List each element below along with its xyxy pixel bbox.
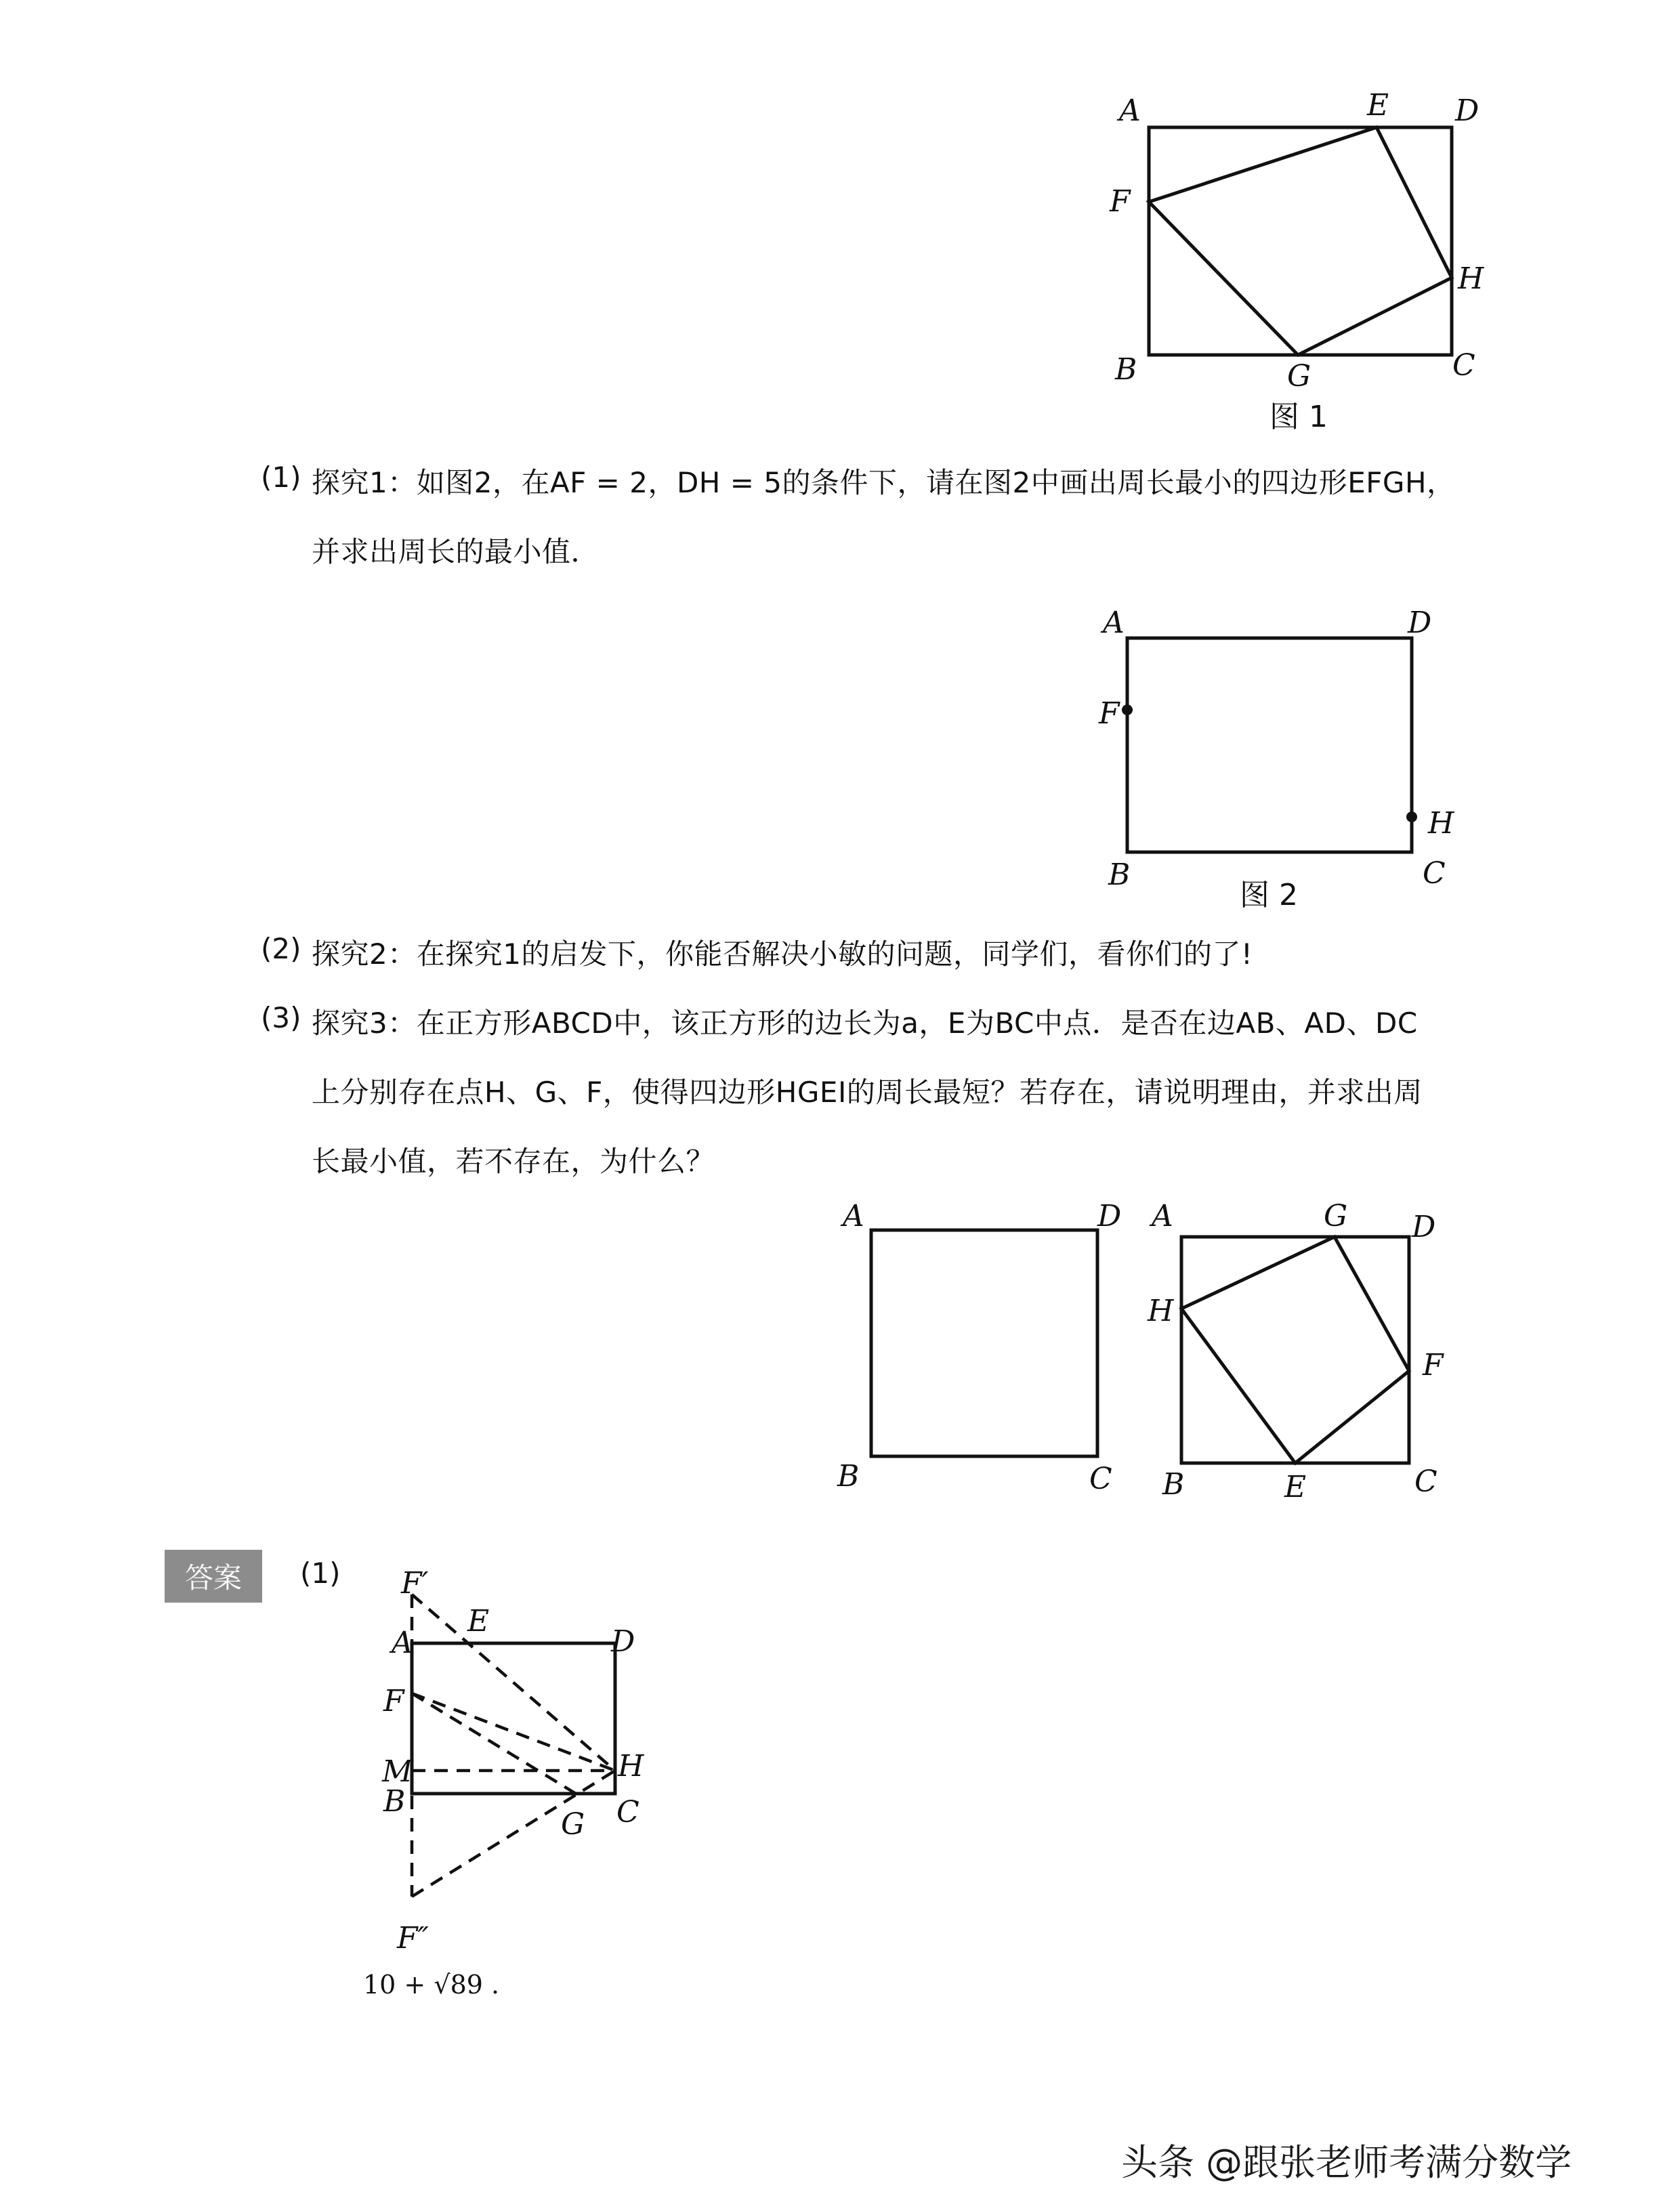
- rect-abcd: [1127, 638, 1412, 852]
- label-c: C: [1089, 1462, 1112, 1496]
- answer-figure: [373, 1551, 671, 1964]
- label-f-prime: F′: [401, 1566, 429, 1601]
- question-3-line-3: 长最小值，若不存在，为什么？: [312, 1145, 715, 1178]
- label-a: A: [1119, 93, 1141, 128]
- label-c: C: [1423, 856, 1446, 891]
- line-f-h: [412, 1693, 615, 1771]
- question-3-line-1: 探究3：在正方形ABCD中，该正方形的边长为a，E为BC中点．是否在边AB、AD、DC: [312, 1007, 1418, 1040]
- label-h: H: [1458, 261, 1484, 296]
- label-g: G: [1287, 359, 1311, 394]
- label-h: H: [1428, 806, 1454, 841]
- label-b: B: [383, 1784, 406, 1819]
- square-abcd: [871, 1230, 1097, 1456]
- label-f: F: [1423, 1348, 1444, 1382]
- label-d: D: [1408, 606, 1432, 640]
- label-b: B: [837, 1459, 860, 1494]
- figure-1: [1084, 88, 1490, 447]
- watermark: 头条 @跟张老师考满分数学: [1121, 2141, 1572, 2184]
- label-d: D: [1412, 1210, 1436, 1244]
- label-g: G: [561, 1807, 585, 1842]
- question-1-line-1: 探究1：如图2，在AF = 2，DH = 5的条件下，请在图2中画出周长最小的四边形EFGH，: [312, 466, 1456, 499]
- label-e: E: [467, 1604, 490, 1639]
- square-abcd: [1181, 1237, 1409, 1463]
- rect-abcd: [1149, 127, 1452, 355]
- figure-1-caption: 图 1: [1269, 400, 1328, 434]
- label-b: B: [1162, 1467, 1185, 1502]
- question-2-line-1: 探究2：在探究1的启发下，你能否解决小敏的问题，同学们，看你们的了!: [312, 937, 1253, 971]
- label-c: C: [1414, 1464, 1437, 1499]
- label-f: F: [383, 1684, 404, 1718]
- label-f-double-prime: F″: [397, 1921, 429, 1956]
- answer-number: (1): [300, 1557, 341, 1590]
- label-h: H: [1148, 1294, 1174, 1328]
- question-3-number: (3): [261, 1001, 301, 1034]
- quad-hgfe: [1181, 1237, 1409, 1463]
- label-b: B: [1115, 352, 1137, 387]
- label-a: A: [1103, 606, 1125, 640]
- question-1-number: (1): [261, 461, 301, 494]
- label-d: D: [1097, 1199, 1122, 1233]
- point-h: [1406, 811, 1417, 822]
- question-2-number: (2): [261, 932, 301, 965]
- label-e: E: [1367, 88, 1389, 123]
- line-f-g: [412, 1693, 576, 1794]
- answer-badge: 答案: [165, 1550, 262, 1603]
- label-e: E: [1284, 1470, 1307, 1504]
- figure-3a: [826, 1192, 1138, 1497]
- answer-result: 10 + √89 .: [363, 1970, 500, 2000]
- question-1-line-2: 并求出周长的最小值．: [312, 535, 600, 568]
- figure-3b: [1138, 1192, 1463, 1510]
- label-f: F: [1110, 184, 1131, 219]
- figure-2: [1084, 603, 1490, 921]
- label-c: C: [1452, 348, 1475, 383]
- label-d: D: [1455, 93, 1479, 128]
- label-c: C: [616, 1795, 639, 1830]
- question-3-line-2: 上分别存在点H、G、F，使得四边形HGEI的周长最短？若存在，请说明理由，并求出周: [312, 1076, 1423, 1109]
- label-g: G: [1324, 1199, 1348, 1233]
- figure-2-caption: 图 2: [1240, 878, 1298, 912]
- label-m: M: [382, 1754, 413, 1789]
- label-a: A: [1152, 1199, 1173, 1233]
- label-f: F: [1099, 696, 1120, 731]
- label-a: A: [392, 1626, 413, 1660]
- label-d: D: [611, 1624, 635, 1659]
- line-f1-h: [412, 1594, 615, 1771]
- point-f: [1122, 704, 1133, 715]
- quad-efgh: [1149, 127, 1452, 355]
- label-a: A: [843, 1199, 864, 1233]
- label-b: B: [1108, 858, 1131, 892]
- label-h: H: [618, 1749, 644, 1783]
